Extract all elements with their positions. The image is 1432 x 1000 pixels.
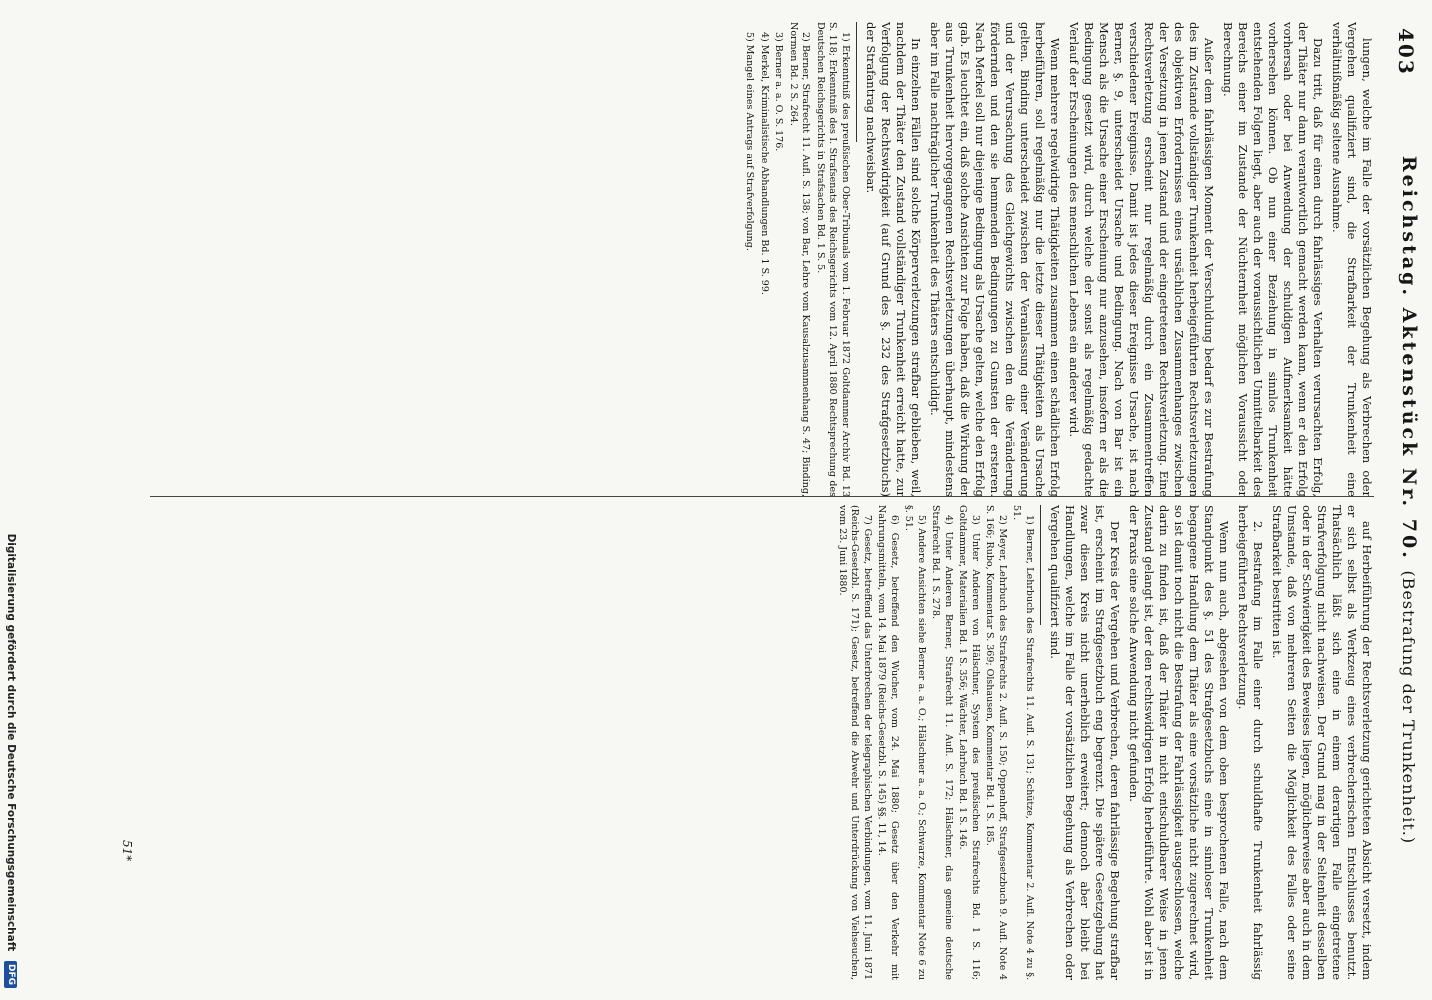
heading-subtitle: (Bestrafung der Trunkenheit.) xyxy=(1399,570,1418,845)
footnote: 7) Gesetz, betreffend das Unterbrechen der telegraphischen Verbindungen, vom 11. Juni 1871 (Reichs-Gesetzbl. S. 171); Gesetz, betreffend die Abwehr und Unterdrückung von Viehseuchen, vom 23. Juni 1880. xyxy=(837,505,873,980)
body-paragraph: Der Kreis der Vergehen und Verbrechen, deren fahrlässige Begehung strafbar ist, erscheint im Strafgesetzbuch eng begrenzt. Die spätere Gesetzgebung hat zwar diesen Kreis nicht unerheblich erweitert; dennoch aber bleibt bei Handlungen, welche im Falle der vorsätzlichen Begehung als Verbrechen oder Vergehen qualifiziert sind. xyxy=(1048,505,1122,980)
footnote: 5) Andere Ansichten siehe Berner a. a. O.; Hälschner a. a. O.; Schwarze, Kommentar Note 6 zu §. 51. xyxy=(903,505,927,980)
credit-text: Digitalisierung gefördert durch die Deutsche Forschungsgemeinschaft xyxy=(5,533,17,952)
folio-mark: 51* xyxy=(120,840,134,862)
footnote: 4) Merkel, Kriminalistische Abhandlungen Bd. 1 S. 99. xyxy=(759,32,770,295)
dfg-logo: DFG xyxy=(5,961,18,988)
body-paragraph: lungen, welche im Falle der vorsätzlichen Begehung als Verbrechen oder Vergehen qualifiziert sind, die Strafbarkeit der Trunkenheit eine verhältnißmäßig seltene Ausnahme. xyxy=(1330,22,1374,497)
page-number: 403 xyxy=(1394,28,1418,76)
footnote-rule xyxy=(856,22,857,142)
page-heading xyxy=(1398,0,1420,1000)
body-paragraph: auf Herbeiführung der Rechtsverletzung gerichteten Absicht versetzt, indem er sich selbst als Werkzeug eines verbrecherischen Entschlusses benutzt. Thatsächlich läßt sich eine in einem derartigen Falle eingetretene Strafverfolgung nicht nachweisen. Der Grund mag in der Seltenheit desselben oder in der Schwierigkeit des Beweises liegen, möglicherweise aber auch in dem Umstande, daß von mehreren Seiten die Möglichkeit des Falles oder seine Strafbarkeit bestritten ist. xyxy=(1270,505,1374,980)
footnote: 1) Erkenntniß des preußischen Ober-Tribunals vom 1. Februar 1872 Goltdammer Archiv Bd. 13 S. 118; Erkenntniß des I. Strafsenats des Reichsgerichts vom 12. April 1880 Rechtsprechung des Deutschen Reichsgerichts in Strafsachen Bd. 1 S. 5. xyxy=(815,22,851,497)
digitization-credit xyxy=(0,0,22,1000)
column-divider xyxy=(150,496,1374,497)
body-paragraph: Wenn mehrere regelwidrige Thätigkeiten zusammen einen schädlichen Erfolg herbeiführen, soll regelmäßig nur die letzte dieser Thätigkeiten als Ursache gelten. Binding unterscheidet zwischen der Veranlassung einer Veränderung und der Verursachung des Gleichgewichts zwischen den die Veränderung fördernden und den sie hemmenden Bedingungen zu Gunsten der ersteren. Nach Merkel soll nur diejenige Bedingung als Ursache gelten, welche den Erfolg gab. Es leuchtet ein, daß solche Ansichten zur Folge haben, daß die Wirkung der aus Trunkenheit hervorgegangenen Rechtsverletzungen überhaupt, mindestens aber im Falle nachträglicher Trunkenheit des Thäters entschuldigt. xyxy=(928,22,1062,497)
footnote: 6) Gesetz, betreffend den Wucher, vom 24. Mai 1880; Gesetz über den Verkehr mit Nahrungsmitteln, vom 14. Mai 1879 (Reichs-Gesetzbl. S. 145) §§. 11, 14. xyxy=(876,505,900,980)
right-column xyxy=(150,505,1374,980)
body-paragraph: 2. Bestrafung im Falle einer durch schuldhafte Trunkenheit fahrlässig herbeigeführten Rechtsverletzung. xyxy=(1236,505,1265,980)
footnote-rule xyxy=(1040,505,1041,625)
footnote: 5) Mangel eines Antrags auf Strafverfolgung. xyxy=(744,32,756,251)
body-paragraph: In einzelnen Fällen sind solche Körperverletzungen strafbar geblieben, weil, nachdem der Thäter den Zustand vollständiger Trunkenheit erreicht hatte, zur Verfolgung der Rechtswidrigkeit (auf Grund des §. 232 des Strafgesetzbuchs) der Strafantrag nachweisbar. xyxy=(864,22,923,497)
footnote: 3) Unter Anderen von Hälschner, System des preußischen Strafrechts Bd. 1 S. 116; Goltdammer, Materialien Bd. 1 S. 356; Wächter, Lehrbuch Bd. 1 S. 146. xyxy=(957,505,981,980)
page-header xyxy=(1386,0,1420,1000)
left-column xyxy=(150,22,1374,497)
footnote: 4) Unter Anderen Berner, Strafrecht 11. Aufl. S. 172; Hälschner, das gemeine deutsche Strafrecht Bd. 1 S. 278. xyxy=(930,505,954,980)
footnote: 1) Berner, Lehrbuch des Strafrechts 11. Aufl. S. 131; Schütze, Kommentar 2. Aufl. Note 4 zu §. 51. xyxy=(1011,505,1035,980)
body-paragraph: Außer dem fahrlässigen Moment der Verschuldung bedarf es zur Bestrafung des im Zustande vollständiger Trunkenheit herbeigeführten Rechtsverletzungen des objektiven Erfordernisses eines ursächlichen Zusammenhanges zwischen der Versetzung in jenen Zustand und der eingetretenen Rechtsverletzung. Eine Rechtsverletzung erscheint nur regelmäßig durch ein Zusammentreffen verschiedener Ereignisse. Damit ist jedes dieser Ereignisse Ursache, ist nach Berner, §. 9, unterscheidet Ursache und Bedingung. Nach von Bar ist ein Mensch als die Ursache einer Erscheinung nur anzusehen, insofern er als die Bedingung gesetzt wird, durch welche der sonst als regelmäßig gedachte Verlauf der Erscheinungen des menschlichen Lebens ein anderer wird. xyxy=(1067,22,1216,497)
body-paragraph: Dazu tritt, daß für einen durch fahrlässiges Verhalten verursachten Erfolg, der Thäter nur dann verantwortlich gemacht werden kann, wenn er den Erfolg vorhersah oder bei Anwendung der schuldigen Aufmerksamkeit hätte vorhersehen können. Ob nun einer Beziehung in sinnlos Trunkenheit entstehenden Folgen liegt, aber auch der voraussichtlichen Unmittelbarkeit des Bereichs einer im Zustande der Nüchternheit möglichen Voraussicht oder Berechnung. xyxy=(1221,22,1325,497)
footnote: 2) Berner, Strafrecht 11. Aufl. S. 138; von Bar, Lehre vom Kausalzusammenhang S. 47; Binding, Normen Bd. 2 S. 264. xyxy=(788,22,812,497)
footnote: 3) Berner a. a. O. S. 176. xyxy=(773,32,785,152)
footnote: 2) Meyer, Lehrbuch des Strafrechts 2. Aufl. S. 150; Oppenhoff, Strafgesetzbuch 9. Aufl. Note 4 S. 166; Rubo, Kommentar S. 369; Olshausen, Kommentar Bd. 1 S. 185. xyxy=(984,505,1008,980)
body-paragraph: Wenn nun auch, abgesehen von dem oben besprochenen Falle, nach dem Standpunkt des §. 51 des Strafgesetzbuchs eine in sinnloser Trunkenheit begangene Handlung dem Thäter als eine vorsätzliche nicht zugerechnet wird, so ist damit noch nicht die Bestrafung der Fahrlässigkeit ausgeschlossen, welche darin zu finden ist, daß der Thäter in nicht entschuldbarer Weise in jenen Zustand gelangt ist, der den rechtswidrigen Erfolg herbeiführte. Wohl aber ist in der Praxis eine solche Anwendung nicht gefunden. xyxy=(1127,505,1231,980)
heading-title: Reichstag. Aktenstück Nr. 70. xyxy=(1398,155,1420,561)
